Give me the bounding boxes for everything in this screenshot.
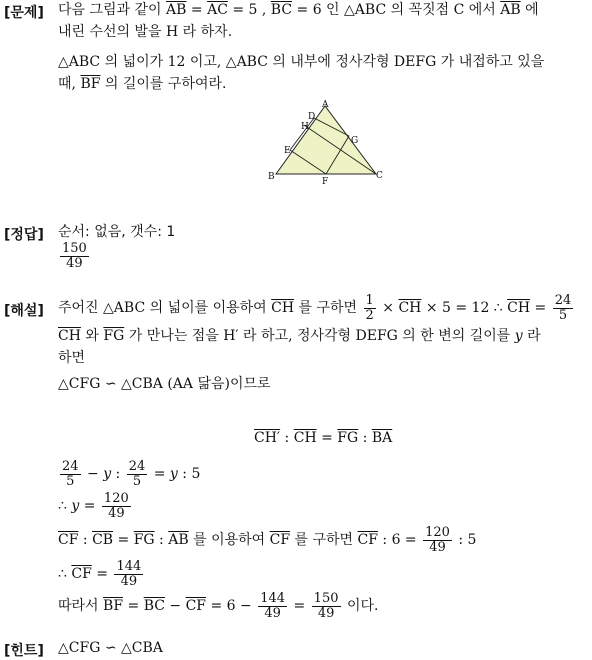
variable-y: y	[103, 466, 112, 482]
fraction: $\frac{120}{49}$	[425, 524, 450, 555]
segment-cf: $\overline{CF}$	[58, 532, 79, 548]
fraction: $\frac{150}{49}$	[62, 241, 87, 271]
math-op: :	[358, 430, 372, 446]
math-op: : 5	[177, 466, 201, 482]
problem-tag: [문제]	[4, 5, 44, 21]
label-d: D	[308, 112, 316, 122]
equation-2	[58, 488, 133, 524]
math-op: =	[149, 466, 170, 482]
fraction: $\frac{24}{5}$	[62, 458, 79, 489]
math-op: −	[164, 598, 186, 614]
math-op: :	[78, 532, 93, 548]
segment-ch-prime: CH′	[254, 430, 281, 446]
equation-3	[58, 522, 476, 558]
segment-cf: $\overline{CF}$	[269, 532, 291, 548]
therefore: ∴	[58, 498, 72, 514]
solution-tag: [해설]	[4, 303, 44, 319]
solution-text: × 5 = 12 ∴	[421, 300, 508, 316]
solution-line-1	[58, 290, 575, 326]
label-c: C	[376, 171, 383, 181]
segment-ab: $\overline{AB}$	[500, 2, 521, 18]
math-op: :	[280, 430, 294, 446]
problem-text: 때,	[58, 76, 81, 92]
segment-ab: $\overline{AB}$	[168, 532, 189, 548]
solution-text: 를 구하면	[290, 532, 358, 548]
segment-ac: $\overline{AC}$	[207, 2, 228, 18]
fraction: $\frac{24}{5}$	[128, 458, 146, 489]
problem-text: =	[186, 2, 208, 18]
solution-line-3: 하면	[58, 350, 86, 366]
label-b: B	[268, 172, 275, 182]
math-op: :	[154, 532, 169, 548]
solution-text: 를 구하면	[294, 300, 362, 316]
problem-line-4	[58, 74, 226, 94]
math-op: −	[82, 466, 104, 482]
solution-text: 주어진 △ABC 의 넓이를 이용하여	[58, 300, 272, 316]
fraction: $\frac{1}{2}$	[365, 292, 374, 323]
segment-cf: $\overline{CF}$	[357, 532, 378, 548]
math-op: =	[289, 598, 310, 614]
answer-tag: [정답]	[4, 227, 44, 243]
problem-text: = 5 ,	[227, 2, 271, 18]
solution-text: 가 만나는 점을 H′ 라 하고, 정사각형 DEFG 의 한 변의 길이를	[124, 328, 515, 344]
solution-text: 라	[522, 328, 541, 344]
solution-line-2	[58, 326, 541, 346]
math-op: : 6 =	[377, 532, 422, 548]
problem-text: 의 길이를 구하여라.	[100, 76, 227, 92]
math-op: :	[111, 466, 125, 482]
hint-tag: [힌트]	[4, 643, 44, 659]
segment-fg: $\overline{FG}$	[337, 430, 359, 446]
math-op: =	[113, 532, 134, 548]
math-op: =	[123, 598, 144, 614]
triangle-figure	[262, 98, 392, 188]
fraction: $\frac{144}{49}$	[116, 558, 142, 589]
solution-text: ×	[377, 300, 399, 316]
solution-text: 와	[80, 328, 104, 344]
problem-line-3: △ABC 의 넓이가 12 이고, △ABC 의 내부에 정사각형 DEFG 가 내접하고 있을	[58, 54, 545, 70]
segment-bc: $\overline{BC}$	[270, 2, 293, 18]
segment-ch: $\overline{CH}$	[58, 328, 81, 344]
math-op: =	[91, 566, 113, 582]
problem-text: 다음 그림과 같이	[58, 2, 167, 18]
segment-ch: $\overline{CH}$	[271, 300, 295, 316]
equation-4	[58, 556, 145, 592]
variable-y: y	[514, 328, 523, 344]
fraction: $\frac{150}{49}$	[313, 590, 339, 621]
answer-value	[58, 242, 91, 271]
segment-bc: $\overline{BC}$	[143, 598, 165, 614]
problem-line-1	[58, 0, 539, 20]
math-op: =	[79, 498, 100, 514]
variable-y: y	[71, 498, 80, 514]
label-e: E	[284, 146, 291, 156]
segment-ch: $\overline{CH}$	[507, 300, 531, 316]
fraction: $\frac{24}{5}$	[554, 292, 572, 323]
solution-line-4: △CFG ∽ △CBA (AA 닮음)이므로	[58, 376, 271, 392]
equation-5	[58, 588, 378, 624]
problem-text: 에	[520, 2, 539, 18]
segment-cf: $\overline{CF}$	[185, 598, 207, 614]
segment-ab: $\overline{AB}$	[166, 2, 187, 18]
segment-bf: $\overline{BF}$	[103, 598, 124, 614]
math-op: : 5	[453, 532, 477, 548]
label-h: H	[301, 122, 309, 132]
solution-text: 이다.	[342, 598, 379, 614]
fraction: $\frac{120}{49}$	[103, 490, 129, 521]
fraction: $\frac{144}{49}$	[260, 590, 286, 621]
math-op: =	[316, 430, 338, 446]
variable-y: y	[169, 466, 178, 482]
problem-line-2: 내린 수선의 발을 H 라 하자.	[58, 24, 233, 40]
segment-bf: $\overline{BF}$	[80, 76, 101, 92]
label-f: F	[322, 177, 329, 187]
segment-ch: $\overline{CH}$	[398, 300, 422, 316]
answer-line: 순서: 없음, 갯수: 1	[58, 224, 176, 240]
proportion-centered	[254, 428, 392, 448]
segment-cb: $\overline{CB}$	[92, 532, 114, 548]
segment-fg: $\overline{FG}$	[133, 532, 155, 548]
segment-ch: $\overline{CH}$	[293, 430, 317, 446]
equation-1	[58, 456, 200, 492]
label-g: G	[351, 136, 359, 146]
solution-text: 따라서	[58, 598, 104, 614]
therefore: ∴	[58, 566, 72, 582]
segment-ba: $\overline{BA}$	[371, 430, 393, 446]
label-a: A	[322, 100, 329, 110]
hint-text: △CFG ∽ △CBA	[58, 640, 163, 656]
math-op: = 6 −	[206, 598, 257, 614]
segment-fg: $\overline{FG}$	[103, 328, 125, 344]
solution-text: 를 이용하여	[188, 532, 270, 548]
solution-text: =	[530, 300, 551, 316]
segment-cf: $\overline{CF}$	[71, 566, 92, 582]
problem-text: = 6 인 △ABC 의 꼭짓점 C 에서	[292, 2, 501, 18]
